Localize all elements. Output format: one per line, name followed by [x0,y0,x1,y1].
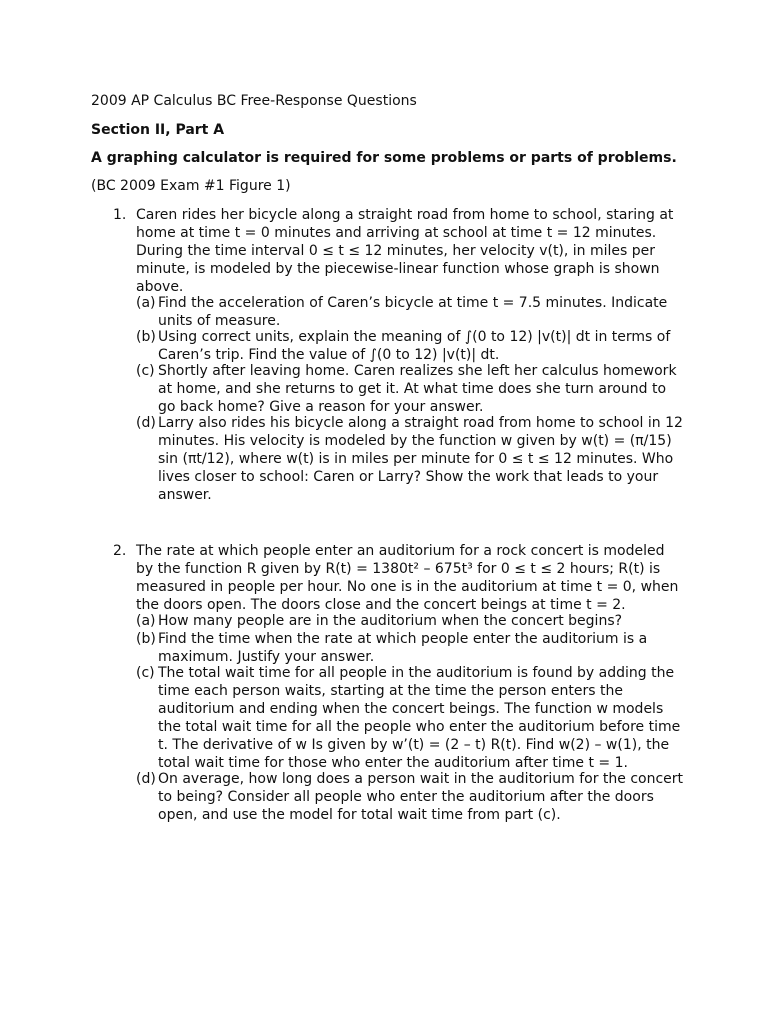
question-1-stem-line: above. [136,279,184,295]
calculator-note: A graphing calculator is required for some problems or parts of problems. [91,150,677,166]
part-text-line: to being? Consider all people who enter the auditorium after the doors [158,789,654,805]
part-text-line: go back home? Give a reason for your answer. [158,399,484,415]
part-text-line: Shortly after leaving home. Caren realizes she left her calculus homework [158,363,677,379]
part-label: (d) [136,415,156,431]
part-text-line: time each person waits, starting at the time the person enters the [158,683,623,699]
part-text-line: units of measure. [158,313,281,329]
question-2-number: 2. [113,543,127,559]
part-text-line: minutes. His velocity is modeled by the function w given by w(t) = (π/15) [158,433,672,449]
question-2-stem-line: by the function R given by R(t) = 1380t² – 675t³ for 0 ≤ t ≤ 2 hours; R(t) is [136,561,661,577]
part-label: (a) [136,613,156,629]
figure-reference: (BC 2009 Exam #1 Figure 1) [91,178,291,194]
section-heading: Section II, Part A [91,122,225,138]
part-text-line: maximum. Justify your answer. [158,649,375,665]
part-label: (c) [136,665,155,681]
part-label: (c) [136,363,155,379]
question-1-number: 1. [113,207,127,223]
part-text-line: at home, and she returns to get it. At what time does she turn around to [158,381,667,397]
part-text-line: Find the acceleration of Caren’s bicycle at time t = 7.5 minutes. Indicate [158,295,668,311]
question-2-stem-line: measured in people per hour. No one is in the auditorium at time t = 0, when [136,579,679,595]
part-label: (b) [136,631,156,647]
part-label: (a) [136,295,156,311]
part-text-line: Larry also rides his bicycle along a straight road from home to school in 12 [158,415,683,431]
part-text-line: open, and use the model for total wait time from part (c). [158,807,561,823]
part-text-line: On average, how long does a person wait in the auditorium for the concert [158,771,684,787]
part-text-line: answer. [158,487,212,503]
part-text-line: the total wait time for all the people who enter the auditorium before time [158,719,681,735]
question-2-stem-line: the doors open. The doors close and the concert beings at time t = 2. [136,597,626,613]
question-1-stem-line: minute, is modeled by the piecewise-linear function whose graph is shown [136,261,660,277]
part-text-line: How many people are in the auditorium when the concert begins? [158,613,623,629]
part-text-line: lives closer to school: Caren or Larry? Show the work that leads to your [158,469,659,485]
part-text-line: Caren’s trip. Find the value of ∫(0 to 12) |v(t)| dt. [158,347,500,363]
part-text-line: Find the time when the rate at which people enter the auditorium is a [158,631,648,647]
question-1-stem-line: During the time interval 0 ≤ t ≤ 12 minutes, her velocity v(t), in miles per [136,243,656,259]
part-label: (d) [136,771,156,787]
part-text-line: t. The derivative of w Is given by w’(t) = (2 – t) R(t). Find w(2) – w(1), the [158,737,670,753]
part-text-line: sin (πt/12), where w(t) is in miles per minute for 0 ≤ t ≤ 12 minutes. Who [158,451,674,467]
part-text-line: The total wait time for all people in the auditorium is found by adding the [158,665,675,681]
part-text-line: total wait time for those who enter the auditorium after time t = 1. [158,755,628,771]
question-1-stem-line: home at time t = 0 minutes and arriving at school at time t = 12 minutes. [136,225,657,241]
part-label: (b) [136,329,156,345]
document-title: 2009 AP Calculus BC Free-Response Questions [91,93,417,109]
question-1-stem-line: Caren rides her bicycle along a straight road from home to school, staring at [136,207,674,223]
question-2-stem-line: The rate at which people enter an auditorium for a rock concert is modeled [136,543,665,559]
part-text-line: Using correct units, explain the meaning of ∫(0 to 12) |v(t)| dt in terms of [158,329,671,345]
part-text-line: auditorium and ending when the concert beings. The function w models [158,701,664,717]
